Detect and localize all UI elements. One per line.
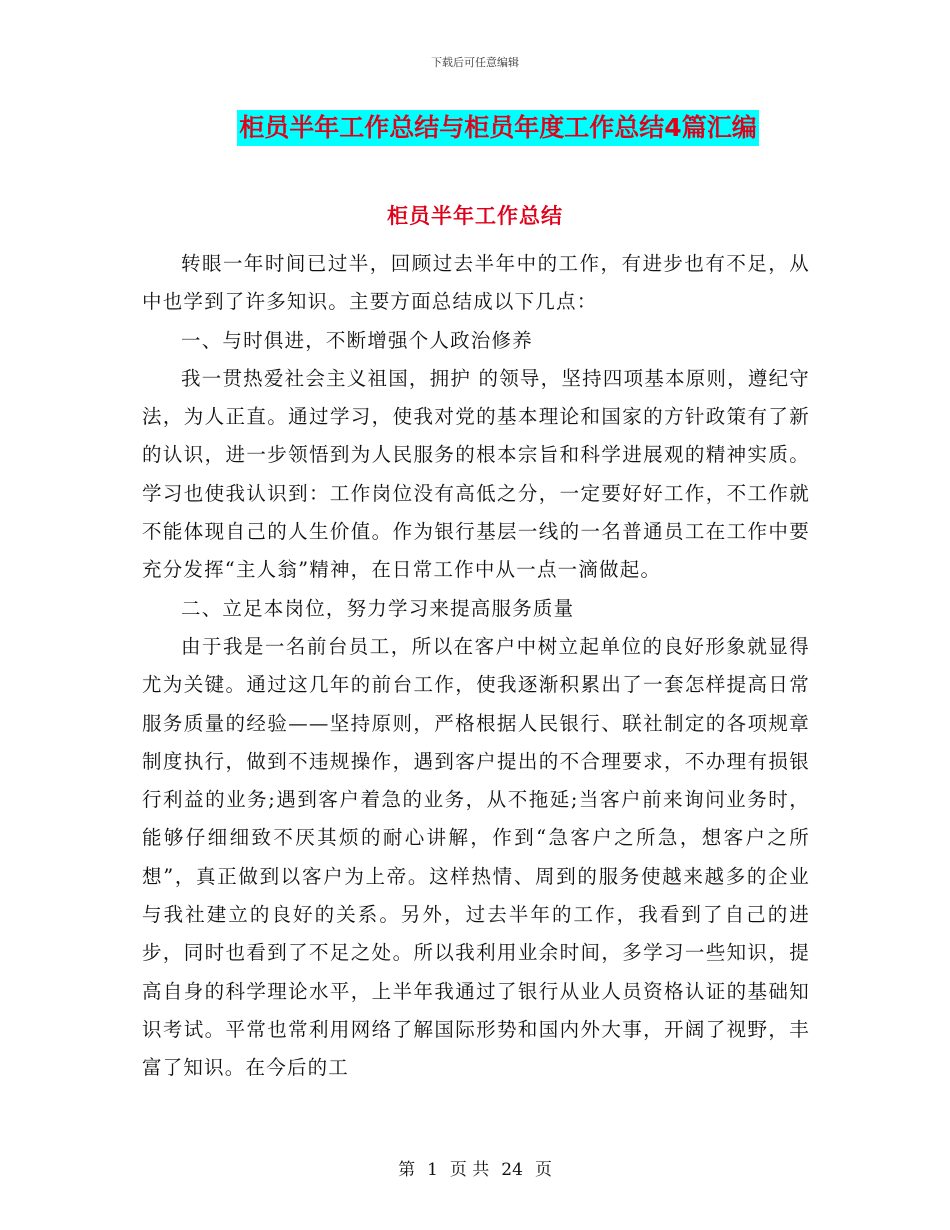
paragraph-intro: 转眼一年时间已过半，回顾过去半年中的工作，有进步也有不足，从中也学到了许多知识。主要方面总结成以下几点： xyxy=(142,252,810,314)
page-footer xyxy=(0,1155,950,1180)
footer-current-page: 1 xyxy=(427,1160,438,1180)
document-title: 柜员半年工作总结与柜员年度工作总结4篇汇编 xyxy=(237,110,758,146)
paragraph-service-quality: 由于我是一名前台员工，所以在客户中树立起单位的良好形象就显得尤为关键。通过这几年的前台工作，使我逐渐积累出了一套怎样提高日常服务质量的经验——坚持原则，严格根据人民银行、联社制定的各项规章制度执行，做到不违规操作，遇到客户提出的不合理要求，不办理有损银行利益的业务;遇到客户着急的业务，从不拖延;当客户前来询问业务时，能够仔细细致不厌其烦的耐心讲解，作到“急客户之所急，想客户之所想”，真正做到以客户为上帝。这样热情、周到的服务使越来越多的企业与我社建立的良好的关系。另外，过去半年的工作，我看到了自己的进步，同时也看到了不足之处。所以我利用业余时间，多学习一些知识，提高自身的科学理论水平，上半年我通过了银行从业人员资格认证的基础知识考试。平常也常利用网络了解国际形势和国内外大事，开阔了视野，丰富了知识。在今后的工 xyxy=(142,634,810,1080)
document-body xyxy=(142,245,810,1088)
heading-political-cultivation: 一、与时俱进，不断增强个人政治修养 xyxy=(181,328,533,352)
section-title: 柜员半年工作总结 xyxy=(387,204,563,228)
footer-suffix: 页 xyxy=(534,1160,552,1180)
heading-service-quality: 二、立足本岗位，努力学习来提高服务质量 xyxy=(181,596,575,620)
footer-prefix: 第 xyxy=(398,1160,416,1180)
document-title-container xyxy=(0,110,950,146)
footer-total-pages: 24 xyxy=(501,1160,523,1180)
header-note: 下载后可任意编辑 xyxy=(431,56,519,69)
footer-middle: 页 共 xyxy=(449,1160,490,1180)
paragraph-political-cultivation: 我一贯热爱社会主义祖国，拥护 的领导，坚持四项基本原则，遵纪守法，为人正直。通过学习，使我对党的基本理论和国家的方针政策有了新的认识，进一步领悟到为人民服务的根本宗旨和科学进展观的精神实质。学习也使我认识到：工作岗位没有高低之分，一定要好好工作，不工作就不能体现自己的人生价值。作为银行基层一线的一名普通员工在工作中要充分发挥“主人翁”精神，在日常工作中从一点一滴做起。 xyxy=(142,366,810,582)
